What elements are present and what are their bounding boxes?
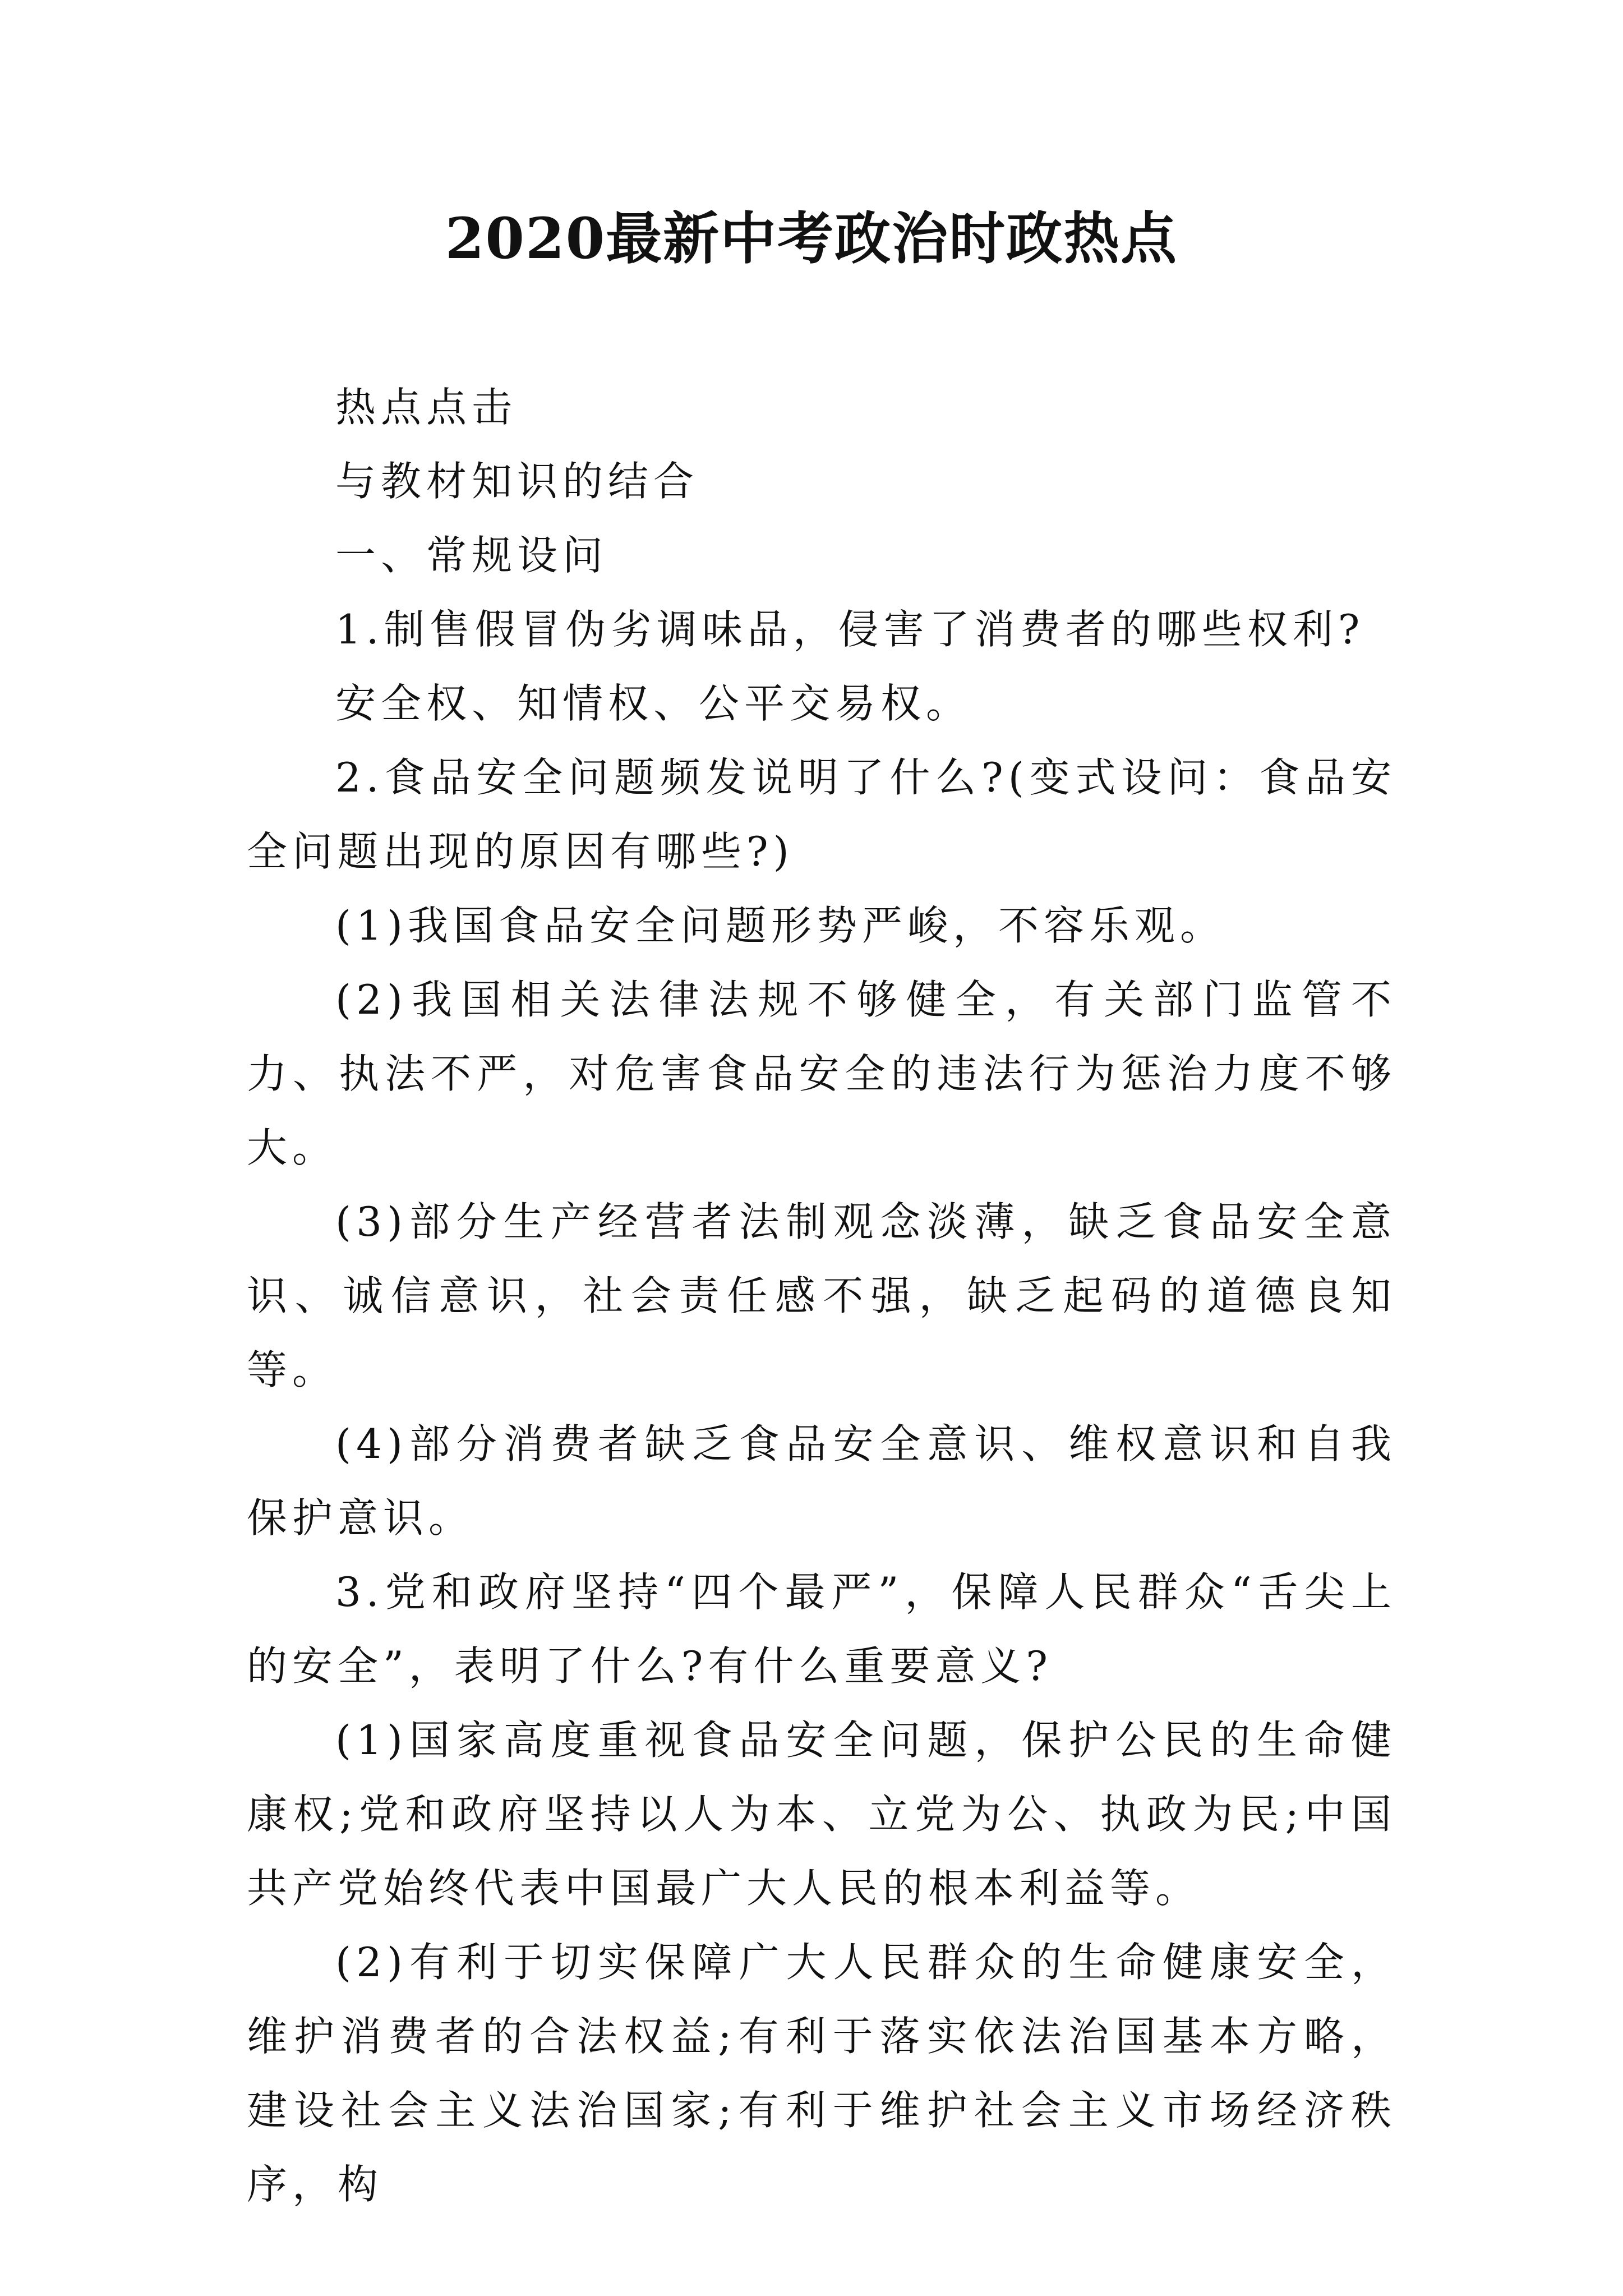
answer-2-point-4: (4)部分消费者缺乏食品安全意识、维权意识和自我保护意识。 [247, 1420, 1396, 1542]
paragraph-textbook-combination: 与教材知识的结合 [335, 458, 699, 505]
answer-2-point-3: (3)部分生产经营者法制观念淡薄，缺乏食品安全意识、诚信意识，社会责任感不强，缺乏起码的道德良知等。 [247, 1198, 1396, 1393]
document-title: 2020最新中考政治时政热点 [445, 205, 1178, 272]
answer-2-point-1: (1)我国食品安全问题形势严峻，不容乐观。 [335, 902, 1225, 949]
paragraph-hotspot-click: 热点点击 [335, 384, 518, 431]
answer-1: 安全权、知情权、公平交易权。 [335, 680, 972, 727]
answer-2-point-2: (2)我国相关法律法规不够健全，有关部门监管不力、执法不严，对危害食品安全的违法行为惩治力度不够大。 [247, 976, 1396, 1171]
document-body [247, 370, 1396, 2221]
answer-3-point-1: (1)国家高度重视食品安全问题，保护公民的生命健康权;党和政府坚持以人为本、立党为公、执政为民;中国共产党始终代表中国最广大人民的根本利益等。 [247, 1717, 1396, 1912]
question-1: 1.制售假冒伪劣调味品，侵害了消费者的哪些权利? [335, 606, 1365, 653]
section-heading-common-questions: 一、常规设问 [335, 532, 608, 579]
question-2: 2.食品安全问题频发说明了什么?(变式设问：食品安全问题出现的原因有哪些?) [247, 754, 1396, 875]
answer-3-point-2: (2)有利于切实保障广大人民群众的生命健康安全，维护消费者的合法权益;有利于落实依法治国基本方略，建设社会主义法治国家;有利于维护社会主义市场经济秩序，构 [247, 1939, 1396, 2208]
question-3: 3.党和政府坚持“四个最严”，保障人民群众“舌尖上的安全”，表明了什么?有什么重要意义? [247, 1568, 1396, 1690]
